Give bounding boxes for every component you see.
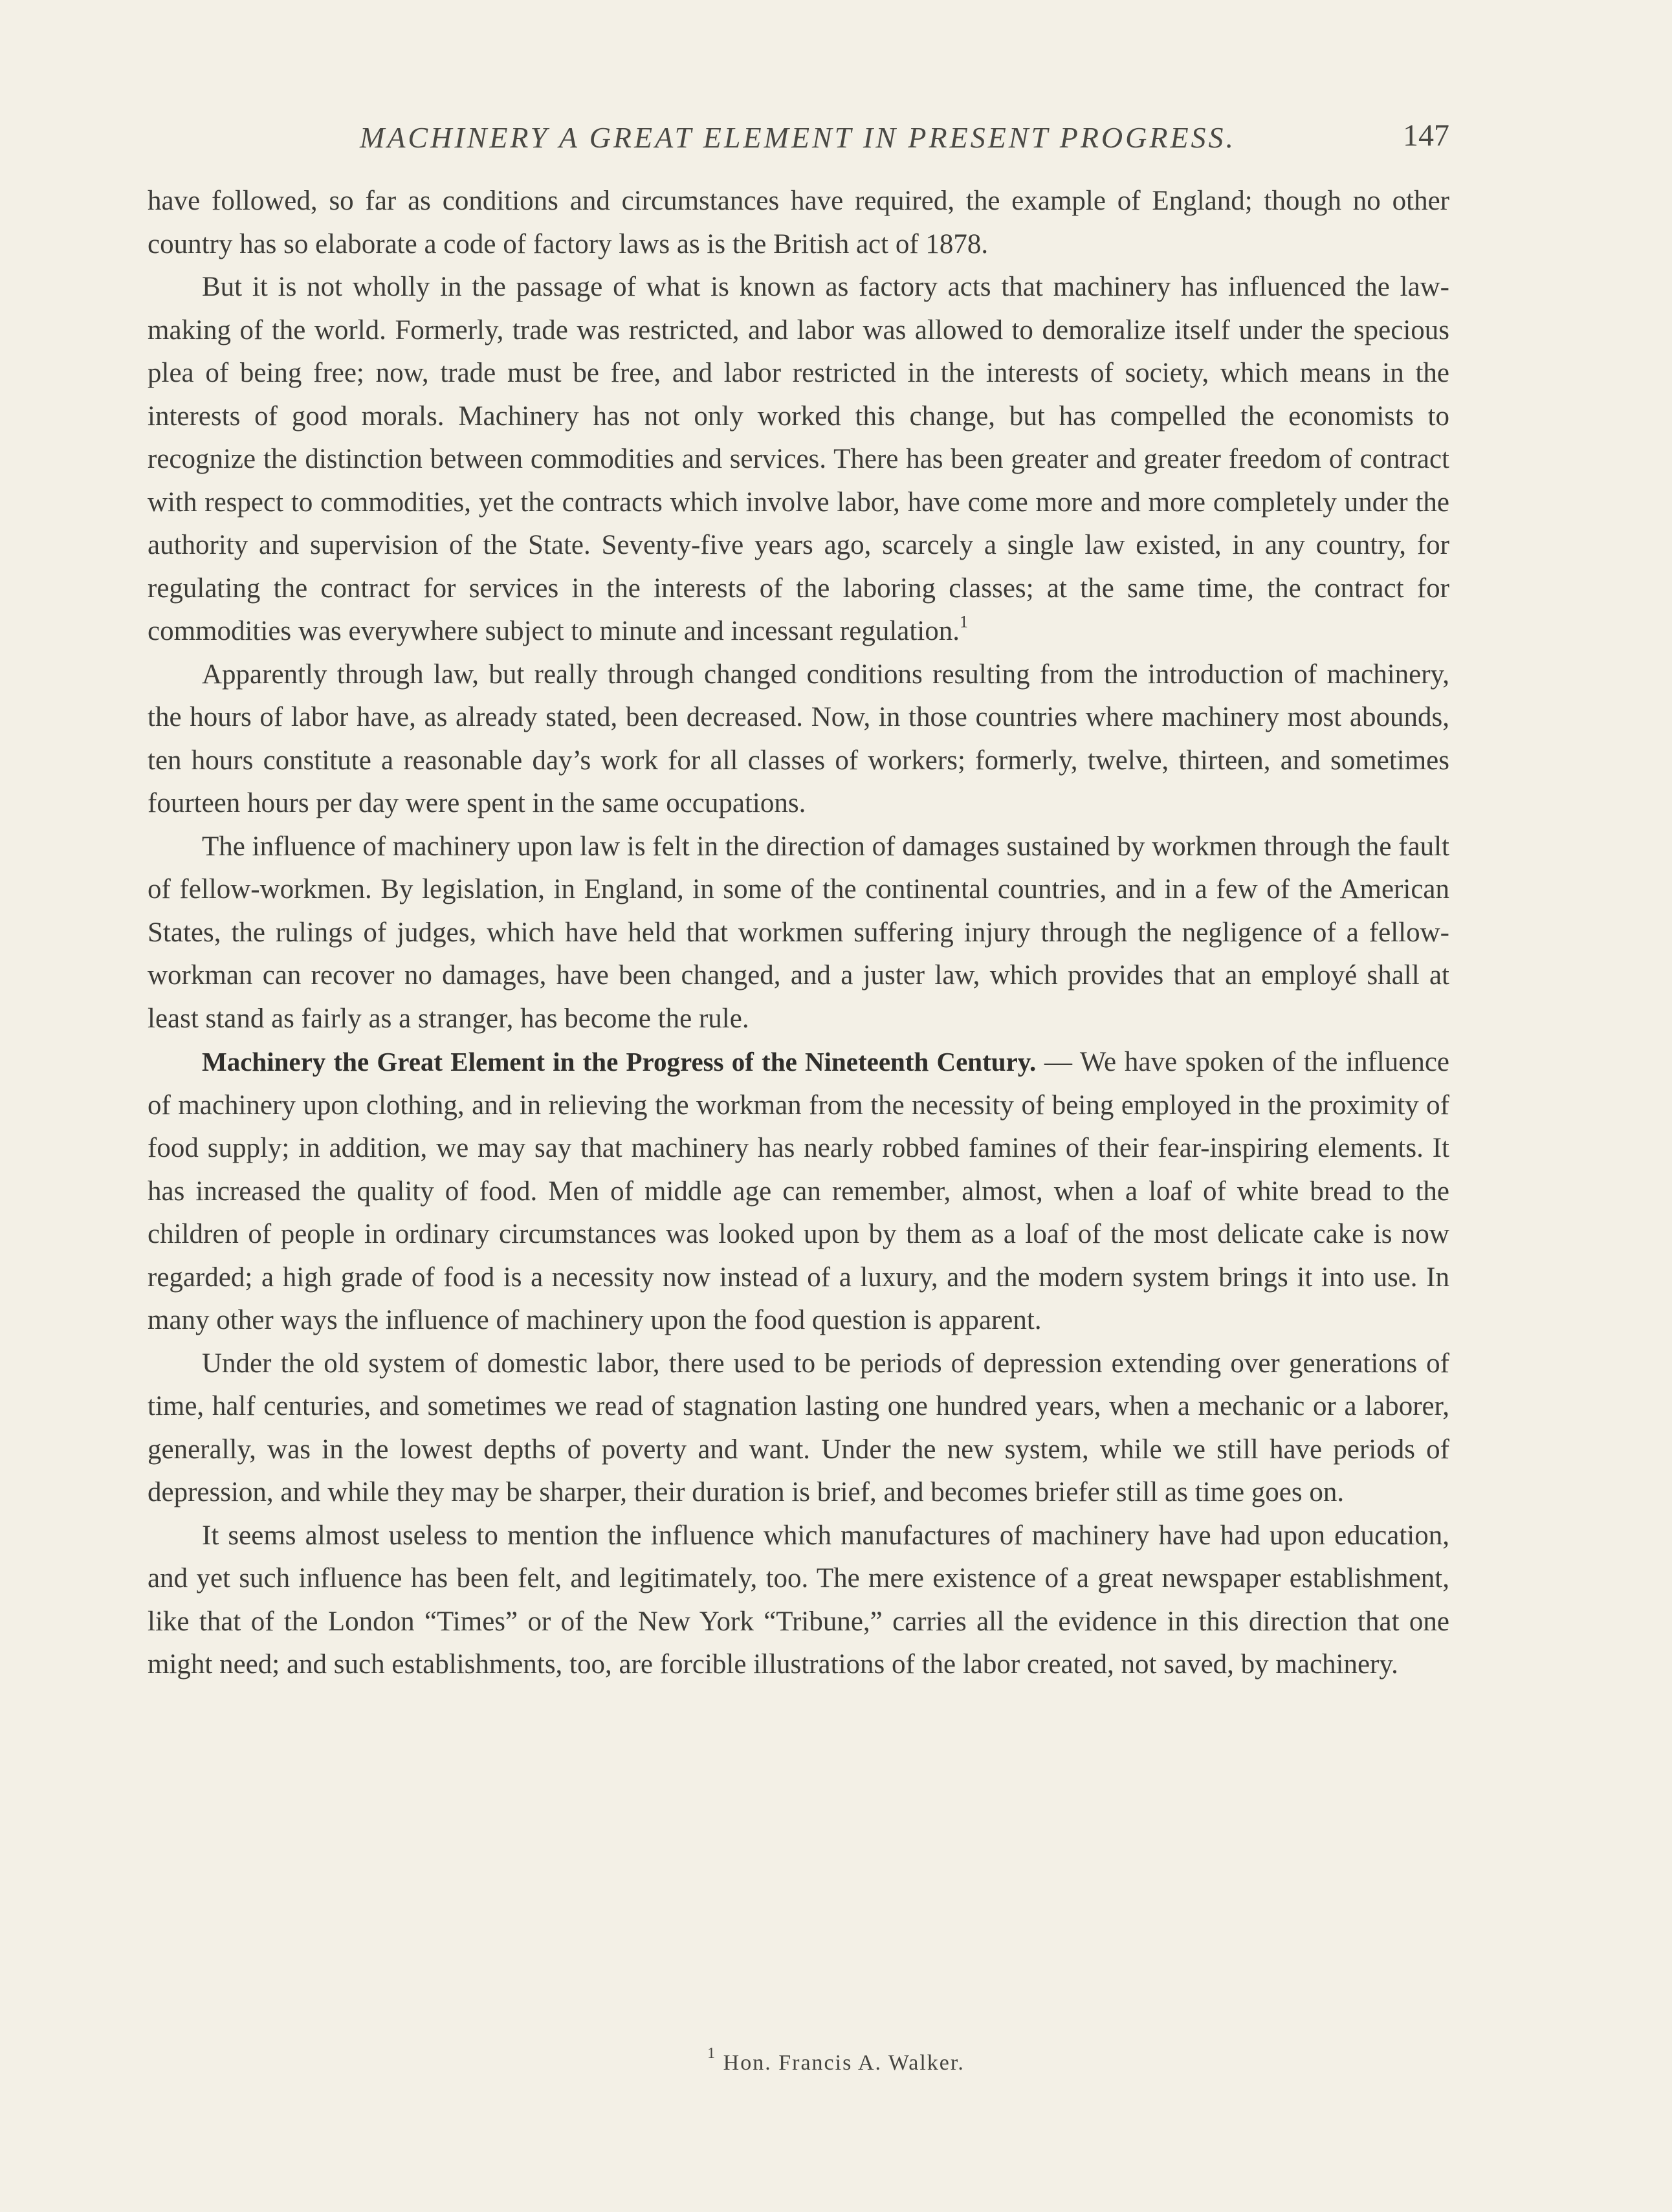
paragraph <box>148 1515 1449 1687</box>
paragraph-text: The influence of machinery upon law is felt in the direction of damages sustained by workmen through the fault of fellow-workmen. By legislation, in England, in some of the continental countries, and in a few of the American States, the rulings of judges, which have held that workmen suffering injury through the negligence of a fellow-workman can recover no damages, have been changed, and a juster law, which provides that an employé shall at least stand as fairly as a stranger, has become the rule. <box>148 831 1449 1034</box>
page-header <box>360 111 1449 163</box>
paragraph <box>148 1342 1449 1515</box>
paragraph <box>148 653 1449 826</box>
paragraph-with-side-heading <box>148 1040 1449 1342</box>
page-number: 147 <box>1403 118 1449 153</box>
paragraph <box>148 266 1449 653</box>
footnote-text: Hon. Francis A. Walker. <box>723 2051 965 2075</box>
paragraph-text: Apparently through law, but really through changed conditions resulting from the introduction of machinery, the hours of labor have, as already stated, been decreased. Now, in those countries where machinery most abounds, ten hours constitute a reasonable day’s work for all classes of workers; formerly, twelve, thirteen, and sometimes fourteen hours per day were spent in the same occupations. <box>148 659 1449 818</box>
paragraph-continued <box>148 180 1449 266</box>
paragraph-text: have followed, so far as conditions and circumstances have required, the example of England; though no other country has so elaborate a code of factory laws as is the British act of 1878. <box>148 186 1449 259</box>
paragraph <box>148 826 1449 1041</box>
paragraph-text: But it is not wholly in the passage of what is known as factory acts that machinery has influenced the law-making of the world. Formerly, trade was restricted, and labor was allowed to demoralize itself under the specious plea of being free; now, trade must be free, and labor restricted in the interests of society, which means in the interests of good morals. Machinery has not only worked this change, but has compelled the economists to recognize the distinction between commodities and services. There has been greater and greater freedom of contract with respect to commodities, yet the contracts which involve labor, have come more and more completely under the authority and supervision of the State. Seventy-five years ago, scarcely a single law existed, in any country, for regulating the contract for services in the interests of the laboring classes; at the same time, the contract for commodities was everywhere subject to minute and incessant regulation. <box>148 272 1449 646</box>
paragraph-text: — We have spoken of the influence of machinery upon clothing, and in relieving the workman from the necessity of being employed in the proximity of food supply; in addition, we may say that machinery has nearly robbed famines of their fear-inspiring elements. It has increased the quality of food. Men of middle age can remember, almost, when a loaf of white bread to the children of people in ordinary circumstances was looked upon by them as a loaf of the most delicate cake is now regarded; a high grade of food is a necessity now instead of a luxury, and the modern system brings it into use. In many other ways the influence of machinery upon the food question is apparent. <box>148 1047 1450 1335</box>
paragraph-text: Under the old system of domestic labor, there used to be periods of depression extending over generations of time, half centuries, and sometimes we read of stagnation lasting one hundred years, when a mechanic or a laborer, generally, was in the lowest depths of poverty and want. Under the new system, while we still have periods of depression, and while they may be sharper, their duration is brief, and becomes briefer still as time goes on. <box>148 1348 1449 1507</box>
footnote-reference: 1 <box>960 612 968 631</box>
running-head: MACHINERY A GREAT ELEMENT IN PRESENT PROGRESS. <box>360 121 1237 154</box>
side-heading: Machinery the Great Element in the Progress of the Nineteenth Century. <box>202 1047 1037 1077</box>
footnote <box>0 2045 1672 2075</box>
paragraph-text: It seems almost useless to mention the influence which manufactures of machinery have had upon education, and yet such influence has been felt, and legitimately, too. The mere existence of a great newspaper establishment, like that of the London “Times” or of the New York “Tribune,” carries all the evidence in this direction that one might need; and such establishments, too, are forcible illustrations of the labor created, not saved, by machinery. <box>148 1520 1449 1680</box>
body-text <box>148 180 1449 1687</box>
footnote-mark: 1 <box>707 2045 717 2062</box>
